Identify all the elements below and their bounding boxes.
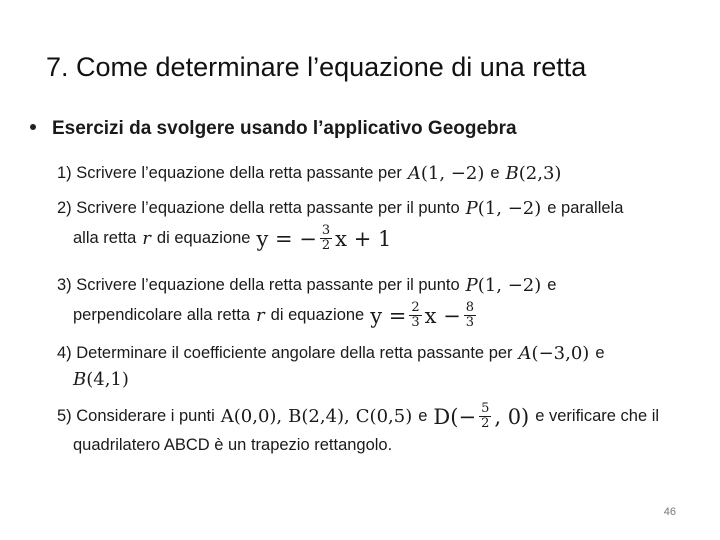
- equation-right: x + 1: [335, 226, 392, 251]
- exercise-4-line2: [73, 369, 129, 390]
- exercise-5: [57, 402, 659, 431]
- fraction-denominator: 2: [321, 238, 331, 253]
- conjunction: e: [418, 407, 428, 425]
- exercise-3-line2: [73, 301, 479, 330]
- exercise-1-text: 1) Scrivere l’equazione della retta passante per: [57, 164, 402, 182]
- exercise-4-text: 4) Determinare il coefficiente angolare della retta passante per: [57, 344, 513, 362]
- fraction: [320, 224, 332, 253]
- exercise-5-text: 5) Considerare i punti: [57, 407, 215, 425]
- exercise-5-tail: e verificare che il: [535, 407, 660, 425]
- exercise-2: [57, 198, 623, 219]
- point-c: C(0,5): [355, 406, 413, 427]
- bullet-icon: [30, 124, 36, 130]
- exercise-5-line2-text: quadrilatero ABCD è un trapezio rettangolo.: [73, 436, 393, 454]
- point-p-name: P: [465, 198, 478, 219]
- fraction-denominator: 2: [481, 416, 490, 431]
- equation-left: y = −: [256, 226, 317, 251]
- exercise-2-tail: e parallela: [547, 199, 624, 217]
- bullet-text: Esercizi da svolgere usando l’applicativo Geogebra: [52, 118, 517, 139]
- exercise-3: [57, 275, 556, 296]
- point-p-name: P: [465, 275, 478, 296]
- point-p-coords: (1, −2): [477, 275, 542, 296]
- exercise-5-line2: [73, 436, 392, 455]
- fraction-2-denominator: 3: [465, 315, 475, 330]
- point-p-coords: (1, −2): [477, 198, 542, 219]
- fraction-2-numerator: 8: [465, 300, 475, 315]
- line-r-name: r: [256, 305, 265, 326]
- point-d-left: D(−: [433, 404, 477, 429]
- fraction: [479, 402, 491, 431]
- point-a: A(0,0),: [220, 406, 283, 427]
- exercise-3-line2-text-b: di equazione: [270, 306, 365, 324]
- exercise-2-line2: [73, 224, 391, 253]
- fraction-1: [409, 301, 421, 330]
- point-b-coords: (4,1): [86, 369, 129, 390]
- bullet-heading: [30, 118, 517, 140]
- point-b-name: B: [505, 163, 519, 184]
- exercise-1: [57, 163, 561, 184]
- line-r-name: r: [142, 228, 151, 249]
- point-d-right: , 0): [494, 404, 530, 429]
- page-number: 46: [663, 506, 676, 518]
- equation-middle: x −: [424, 303, 461, 328]
- exercise-3-tail: e: [547, 276, 557, 294]
- exercise-2-text: 2) Scrivere l’equazione della retta passante per il punto: [57, 199, 460, 217]
- exercise-2-line2-text-b: di equazione: [156, 229, 251, 247]
- exercise-4: [57, 343, 605, 364]
- point-b: B(2,4),: [288, 406, 350, 427]
- point-b-coords: (2,3): [518, 163, 562, 184]
- fraction-1-numerator: 2: [411, 300, 420, 315]
- point-b-name: B: [73, 369, 87, 390]
- slide-title: 7. Come determinare l’equazione di una retta: [46, 52, 587, 82]
- point-a-coords: (1, −2): [420, 163, 485, 184]
- exercise-2-line2-text: alla retta: [73, 229, 137, 247]
- point-a-name: A: [518, 343, 532, 364]
- fraction-2: [464, 301, 476, 330]
- point-a-coords: (−3,0): [531, 343, 590, 364]
- fraction-1-denominator: 3: [411, 315, 420, 330]
- fraction-numerator: 3: [321, 223, 331, 238]
- point-a-name: A: [407, 163, 421, 184]
- conjunction: e: [490, 164, 500, 182]
- conjunction: e: [595, 344, 605, 362]
- fraction-numerator: 5: [481, 401, 490, 416]
- exercise-3-text: 3) Scrivere l’equazione della retta passante per il punto: [57, 276, 460, 294]
- equation-left: y =: [370, 303, 407, 328]
- exercise-3-line2-text: perpendicolare alla retta: [73, 306, 251, 324]
